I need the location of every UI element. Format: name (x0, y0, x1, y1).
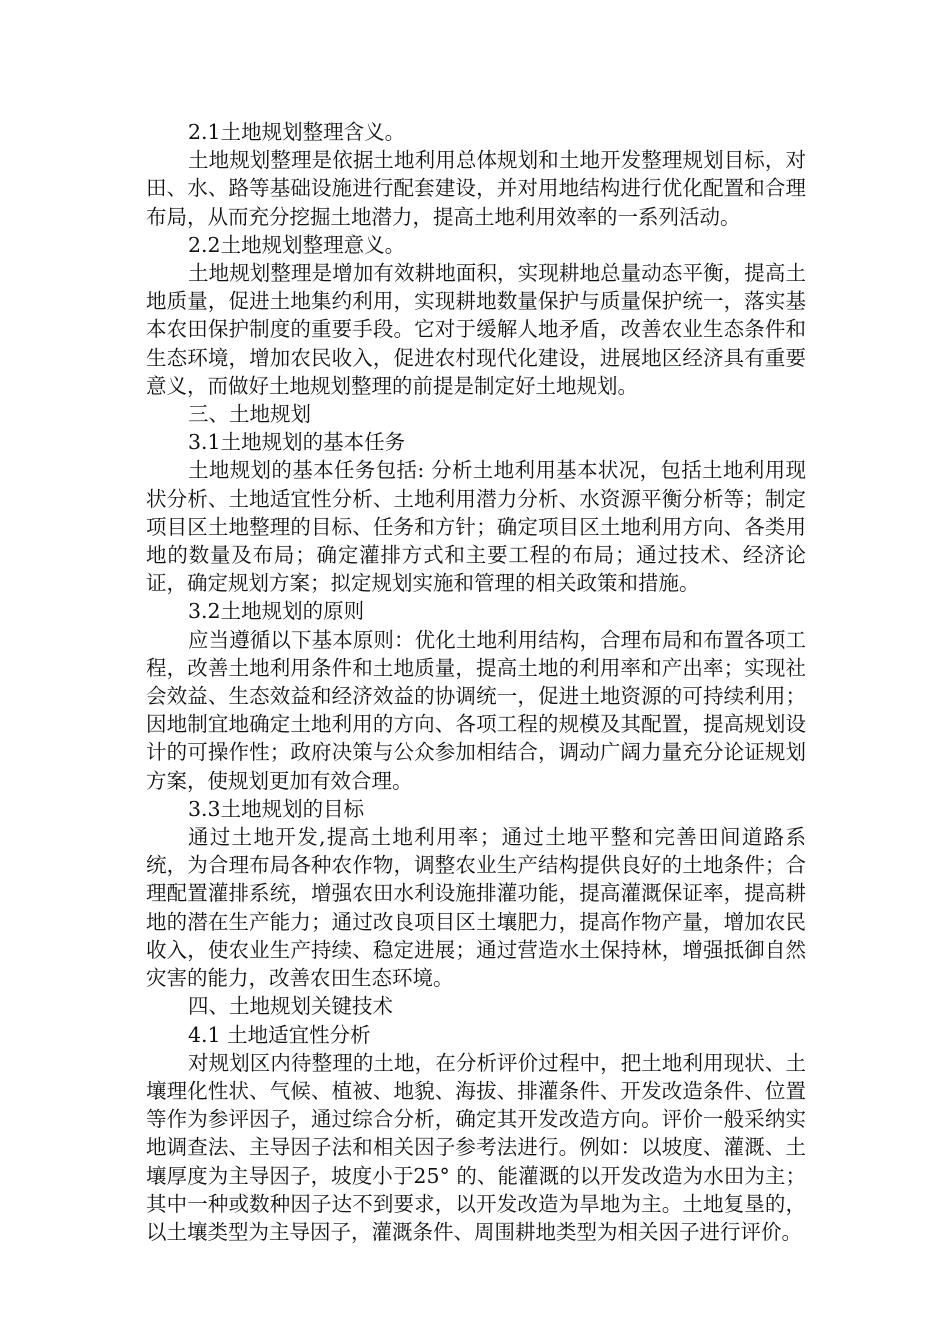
paragraph-3-1-body: 土地规划的基本任务包括: 分析土地利用基本状况，包括土地利用现状分析、土地适宜性分析、土地利用潜力分析、水资源平衡分析等；制定项目区土地整理的目标、任务和方针；确定项目区土地利用方向、各类用地的数量及布局；确定灌排方式和主要工程的布局；通过技术、经济论证，确定规划方案；拟定规划实施和管理的相关政策和措施。 (146, 458, 806, 596)
heading-2-1: 2.1土地规划整理含义。 (188, 120, 406, 144)
document-body (146, 118, 806, 1246)
heading-3-1: 3.1土地规划的基本任务 (188, 430, 406, 455)
heading-3-3: 3.3土地规划的目标 (188, 796, 365, 821)
paragraph-4-1-body: 对规划区内待整理的土地，在分析评价过程中，把土地利用现状、土壤理化性状、气候、植被、地貌、海拔、排灌条件、开发改造条件、位置等作为参评因子，通过综合分析，确定其开发改造方向。评价一般采纳实地调查法、主导因子法和相关因子参考法进行。例如：以坡度、灌溉、土壤厚度为主导因子，坡度小于25° 的、能灌溉的以开发改造为水田为主；其中一种或数种因子达不到要求，以开发改造为旱地为主。土地复垦的，以土壤类型为主导因子，灌溉条件、周围耕地类型为相关因子进行评价。 (146, 1050, 806, 1244)
paragraph-3-3-body: 通过土地开发,提高土地利用率；通过土地平整和完善田间道路系统，为合理布局各种农作物，调整农业生产结构提供良好的土地条件；合理配置灌排系统，增强农田水利设施排灌功能，提高灌溉保证率，提高耕地的潜在生产能力；通过改良项目区土壤肥力，提高作物产量，增加农民收入，使农业生产持续、稳定进展；通过营造水土保持林，增强抵御自然灾害的能力，改善农田生态环境。 (146, 825, 806, 991)
section-heading-3: 三、土地规划 (188, 402, 311, 427)
paragraph-2-2-body: 土地规划整理是增加有效耕地面积，实现耕地总量动态平衡，提高土地质量，促进土地集约利用，实现耕地数量保护与质量保护统一，落实基本农田保护制度的重要手段。它对于缓解人地矛盾，改善农业生态条件和生态环境，增加农民收入，促进农村现代化建设，进展地区经济具有重要意义，而做好土地规划整理的前提是制定好土地规划。 (146, 261, 806, 398)
section-heading-4: 四、土地规划关键技术 (188, 994, 393, 1019)
heading-3-2: 3.2土地规划的原则 (188, 599, 365, 624)
paragraph-3-2-body: 应当遵循以下基本原则：优化土地利用结构，合理布局和布置各项工程，改善土地利用条件和土地质量，提高土地的利用率和产出率；实现社会效益、生态效益和经济效益的协调统一，促进土地资源的可持续利用；因地制宜地确定土地利用的方向、各项工程的规模及其配置，提高规划设计的可操作性；政府决策与公众参加相结合，调动广阔力量充分论证规划方案，使规划更加有效合理。 (146, 627, 806, 793)
heading-2-2: 2.2土地规划整理意义。 (188, 232, 406, 257)
heading-4-1: 4.1 土地适宜性分析 (188, 1022, 371, 1047)
paragraph-2-1-body: 土地规划整理是依据土地利用总体规划和土地开发整理规划目标，对田、水、路等基础设施进行配套建设，并对用地结构进行优化配置和合理布局，从而充分挖掘土地潜力，提高土地利用效率的一系列活动。 (146, 148, 806, 229)
